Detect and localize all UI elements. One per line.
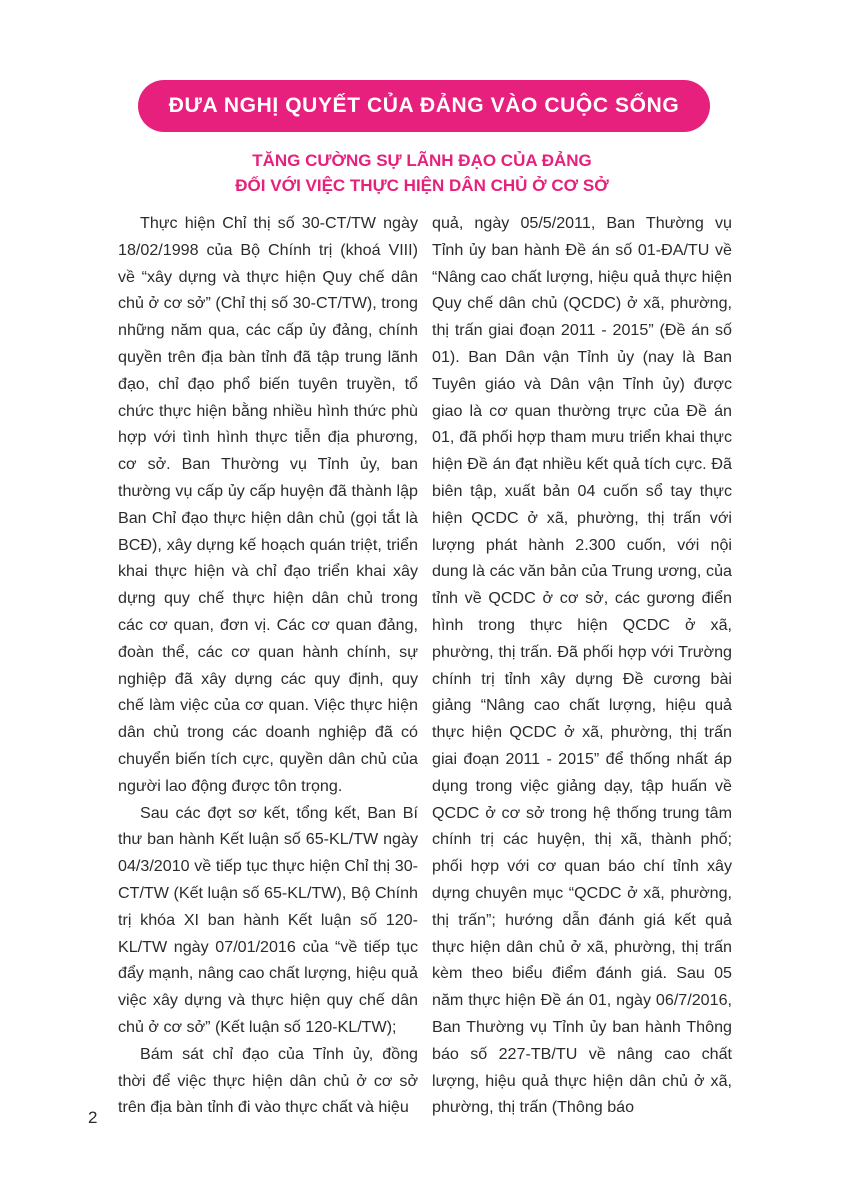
article-title	[0, 148, 844, 198]
section-banner	[138, 80, 710, 132]
paragraph: Thực hiện Chỉ thị số 30-CT/TW ngày 18/02/1998 của Bộ Chính trị (khoá VIII) về “xây dựng và thực hiện Quy chế dân chủ ở cơ sở” (Chỉ thị số 30-CT/TW), trong những năm qua, các cấp ủy đảng, chính quyền trên địa bàn tỉnh đã tập trung lãnh đạo, chỉ đạo phổ biến tuyên truyền, tổ chức thực hiện bằng nhiều hình thức phù hợp với tình hình thực tiễn địa phương, cơ sở. Ban Thường vụ Tỉnh ủy, ban thường vụ cấp ủy cấp huyện đã thành lập Ban Chỉ đạo thực hiện dân chủ (gọi tắt là BCĐ), xây dựng kế hoạch quán triệt, triển khai thực hiện và chỉ đạo triển khai xây dựng quy chế thực hiện dân chủ trong các cơ quan, đơn vị. Các cơ quan đảng, đoàn thể, các cơ quan hành chính, sự nghiệp đã xây dựng các quy định, quy chế làm việc của cơ quan. Việc thực hiện dân chủ trong các doanh nghiệp đã có chuyển biến tích cực, quyền dân chủ của người lao động được tôn trọng.	[118, 214, 418, 795]
article-title-line-2: ĐỐI VỚI VIỆC THỰC HIỆN DÂN CHỦ Ở CƠ SỞ	[235, 176, 609, 195]
banner-title: ĐƯA NGHỊ QUYẾT CỦA ĐẢNG VÀO CUỘC SỐNG	[168, 94, 680, 117]
article-title-line-1: TĂNG CƯỜNG SỰ LÃNH ĐẠO CỦA ĐẢNG	[252, 151, 592, 170]
right-text-column	[432, 210, 732, 1121]
paragraph: quả, ngày 05/5/2011, Ban Thường vụ Tỉnh ủy ban hành Đề án số 01-ĐA/TU về “Nâng cao chất lượng, hiệu quả thực hiện Quy chế dân chủ (QCDC) ở xã, phường, thị trấn giai đoạn 2011 - 2015” (Đề án số 01). Ban Dân vận Tỉnh ủy (nay là Ban Tuyên giáo và Dân vận Tỉnh ủy) được giao là cơ quan thường trực của Đề án 01, đã phối hợp tham mưu triển khai thực hiện Đề án đạt nhiều kết quả tích cực. Đã biên tập, xuất bản 04 cuốn sổ tay thực hiện QCDC ở xã, phường, thị trấn với lượng phát hành 2.300 cuốn, với nội dung là các văn bản của Trung ương, của tỉnh về QCDC ở cơ sở, các gương điển hình trong thực hiện QCDC ở xã, phường, thị trấn. Đã phối hợp với Trường chính trị tỉnh xây dựng Đề cương bài giảng “Nâng cao chất lượng, hiệu quả thực hiện QCDC ở xã, phường, thị trấn giai đoạn 2011 - 2015” để thống nhất áp dụng trong việc giảng dạy, tập huấn về QCDC ở cơ sở trong hệ thống trung tâm chính trị các huyện, thị xã, thành phố; phối hợp với cơ quan báo chí tỉnh xây dựng chuyên mục “QCDC ở xã, phường, thị trấn”; hướng dẫn đánh giá kết quả thực hiện dân chủ ở xã, phường, thị trấn kèm theo biểu điểm đánh giá. Sau 05 năm thực hiện Đề án 01, ngày 06/7/2016, Ban Thường vụ Tỉnh ủy ban hành Thông báo số 227-TB/TU về nâng cao chất lượng, hiệu quả thực hiện dân chủ ở xã, phường, thị trấn (Thông báo	[432, 214, 732, 1117]
page-number: 2	[88, 1108, 98, 1127]
paragraph: Bám sát chỉ đạo của Tỉnh ủy, đồng thời để việc thực hiện dân chủ ở cơ sở trên địa bàn tỉnh đi vào thực chất và hiệu	[118, 1044, 418, 1117]
left-text-column	[118, 210, 418, 1121]
paragraph: Sau các đợt sơ kết, tổng kết, Ban Bí thư ban hành Kết luận số 65-KL/TW ngày 04/3/2010 về tiếp tục thực hiện Chỉ thị 30-CT/TW (Kết luận số 65-KL/TW), Bộ Chính trị khóa XI ban hành Kết luận số 120-KL/TW ngày 07/01/2016 của “về tiếp tục đẩy mạnh, nâng cao chất lượng, hiệu quả việc xây dựng và thực hiện quy chế dân chủ ở cơ sở” (Kết luận số 120-KL/TW);	[118, 803, 418, 1036]
